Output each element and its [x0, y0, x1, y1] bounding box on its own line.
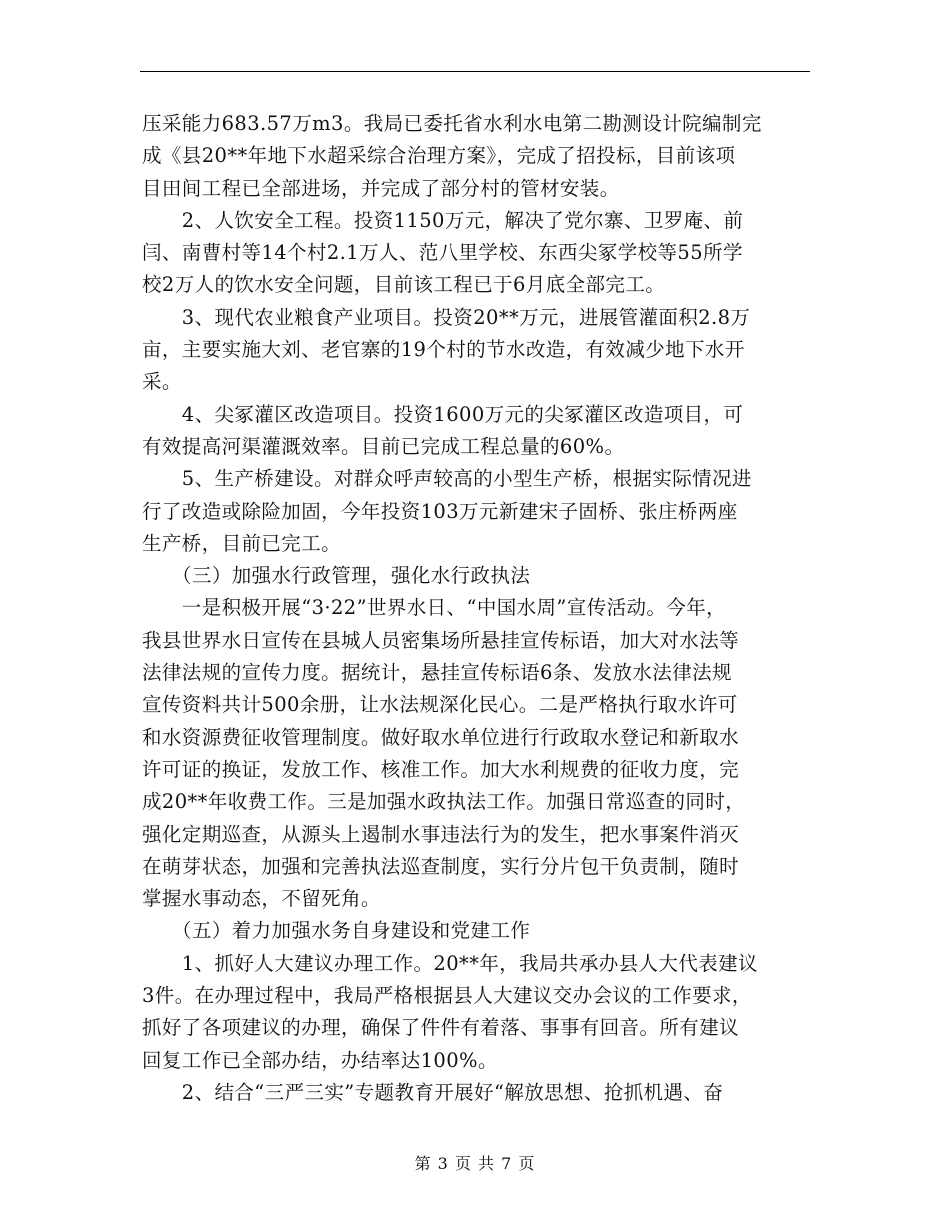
text-line: 有效提高河渠灌溉效率。目前已完成工程总量的60%。: [142, 434, 625, 458]
section-heading: （五）着力加强水务自身建设和党建工作: [142, 919, 531, 943]
text-line: 强化定期巡查，从源头上遏制水事违法行为的发生，把水事案件消灭: [142, 822, 740, 846]
text-line: 许可证的换证，发放工作、核准工作。加大水利规费的征收力度，完: [142, 757, 740, 781]
text-line: 成《县20**年地下水超采综合治理方案》，完成了招投标，目前该项: [142, 144, 736, 168]
text-line: 我县世界水日宣传在县城人员密集场所悬挂宣传标语，加大对水法等: [142, 628, 740, 652]
text-line: 3件。在办理过程中，我局严格根据县人大建议交办会议的工作要求，: [142, 984, 752, 1008]
text-line: 回复工作已全部办结，办结率达100%。: [142, 1048, 498, 1072]
text-line: 抓好了各项建议的办理，确保了件件有着落、事事有回音。所有建议: [142, 1016, 740, 1040]
text-line: 2、人饮安全工程。投资1150万元，解决了党尔寨、卫罗庵、前: [142, 208, 744, 232]
text-line: 2、结合“三严三实”专题教育开展好“解放思想、抢抓机遇、奋: [142, 1080, 724, 1104]
section-heading: （三）加强水行政管理，强化水行政执法: [142, 564, 531, 588]
text-line: 和水资源费征收管理制度。做好取水单位进行行政取水登记和新取水: [142, 725, 740, 749]
text-line: 亩，主要实施大刘、老官寨的19个村的节水改造，有效减少地下水开: [142, 338, 745, 362]
text-line: 压采能力683.57万m3。我局已委托省水利水电第二勘测设计院编制完: [142, 112, 762, 135]
text-line: 采。: [142, 370, 182, 394]
text-line: 生产桥，目前已完工。: [142, 531, 342, 555]
text-line: 目田间工程已全部进场，并完成了部分村的管材安装。: [142, 176, 620, 200]
body-text: [142, 108, 814, 1109]
page-number-footer: 第 3 页 共 7 页: [414, 1154, 536, 1173]
text-line: 5、生产桥建设。对群众呼声较高的小型生产桥，根据实际情况进: [142, 467, 752, 491]
text-line: 一是积极开展“3·22”世界水日、“中国水周”宣传活动。今年，: [142, 596, 726, 620]
text-line: 行了改造或除险加固，今年投资103万元新建宋子固桥、张庄桥两座: [142, 499, 738, 523]
text-line: 4、尖冢灌区改造项目。投资1600万元的尖冢灌区改造项目，可: [142, 402, 744, 426]
text-line: 宣传资料共计500余册，让水法规深化民心。二是严格执行取水许可: [142, 693, 738, 717]
text-line: 3、现代农业粮食产业项目。投资20**万元，进展管灌面积2.8万: [142, 305, 751, 329]
text-line: 1、抓好人大建议办理工作。20**年，我局共承办县人大代表建议: [142, 951, 758, 975]
text-line: 掌握水事动态，不留死角。: [142, 887, 381, 911]
text-line: 校2万人的饮水安全问题，目前该工程已于6月底全部完工。: [142, 273, 666, 297]
text-line: 法律法规的宣传力度。据统计，悬挂宣传标语6条、发放水法律法规: [142, 661, 732, 685]
text-line: 闫、南曹村等14个村2.1万人、范八里学校、东西尖冢学校等55所学: [142, 241, 743, 265]
text-line: 成20**年收费工作。三是加强水政执法工作。加强日常巡查的同时，: [142, 790, 746, 814]
header-rule: [140, 71, 810, 72]
text-line: 在萌芽状态，加强和完善执法巡查制度，实行分片包干负责制，随时: [142, 854, 740, 878]
